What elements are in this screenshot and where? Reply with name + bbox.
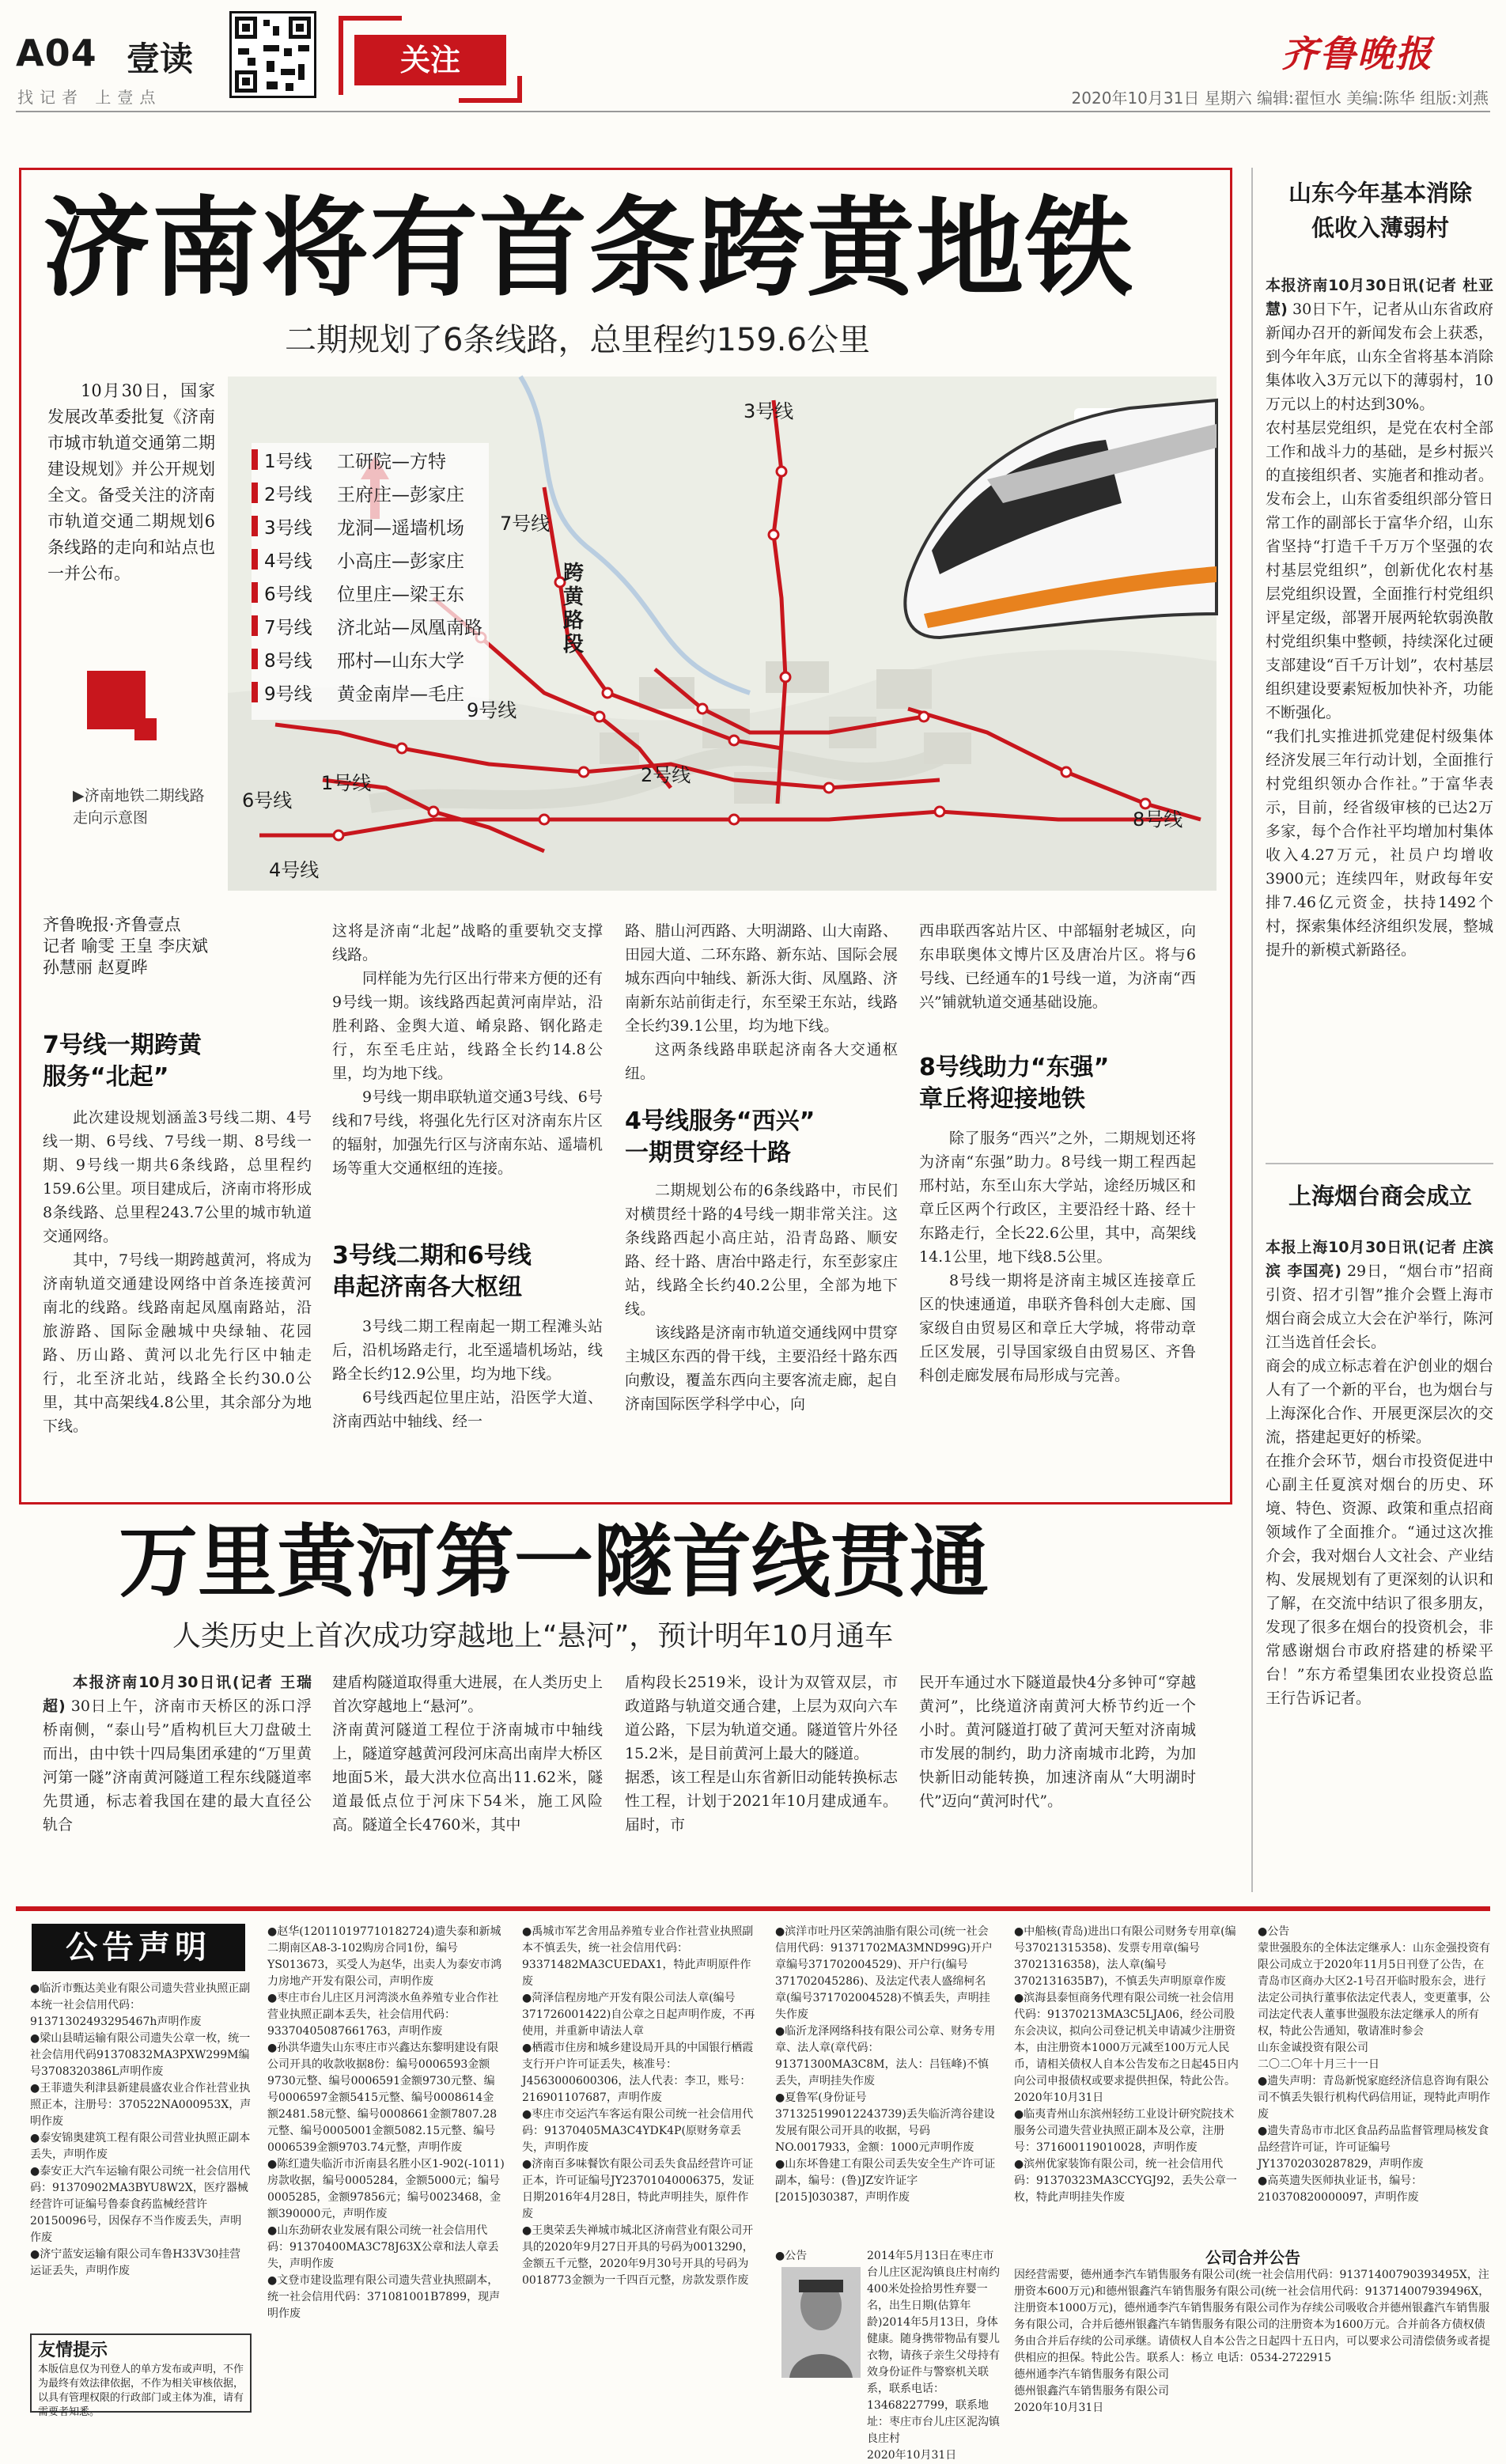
article1-lead [47,378,215,615]
col3-para1: 路、腊山河西路、大明湖路、山大南路、田园大道、二环东路、新东站、国际会展城东西向中轴线、新泺大街、凤凰路、济南新东站前街走行，东至梁王东站，线路全长约39.1公里，均为地下线。 [625,922,898,1035]
col3-para2: 这两条线路串联起济南各大交通枢纽。 [625,1041,898,1082]
legend-row [252,543,489,576]
col3-para4: 该线路是济南市轨道交通线网中贯穿主城区东西的骨干线，主要沿经十路东西向敷设，覆盖东西向主要客流走廊，起自济南国际医学科学中心，向 [625,1324,898,1413]
article1-col4-bottom [919,1126,1196,1493]
map-caption: ▶济南地铁二期线路走向示意图 [73,787,205,827]
side1-body [1266,274,1493,1160]
article2-col4 [919,1671,1196,1900]
legend-row [252,443,489,476]
legend-line: 1号线 [264,451,312,472]
side2-title: 上海烟台商会成立 [1288,1183,1472,1209]
friendly-tip-title: 友情提示 [38,2341,108,2360]
page-number: A04 [16,32,97,74]
col3-para3: 二期规划公布的6条线路中，市民们对横贯经十路的4号线一期非常关注。这条线路西起小高庄站，沿青岛路、顺安路、经十路、唐冶中路走行，东至彭家庄站，线路全长约40.2公里，全部为地下线。 [625,1182,898,1318]
red-corner-decoration [134,718,157,740]
col2-para2: 同样能为先行区出行带来方便的还有9号线一期。该线路西起黄河南岸站，沿胜利路、金舆大道、崤泉路、钢化路走行，东至毛庄站，线路全长约14.8公里，均为地下线。 [332,970,604,1082]
col1-para2: 其中，7号线一期跨越黄河，将成为济南轨道交通建设网络中首条连接黄河南北的线路。线路南起凤凰南路站，沿旅游路、国际金融城中央绿轴、花园路、历山路、黄河以北先行区中轴走行，北至济北站，线路全长约30.0公里，其中高架线4.8公里，其余部分为地下线。 [43,1251,312,1435]
header-rule [16,111,1490,112]
legend-line: 2号线 [264,484,312,505]
legend-line: 3号线 [264,517,312,539]
section-name: 壹读 [127,40,194,78]
legend-swatch [252,649,258,669]
legend-swatch [252,549,258,570]
merger-body: 因经营需要，德州通李汽车销售服务有限公司(统一社会信用代码：91371400790393495X，注册资本600万元)和德州银鑫汽车销售服务有限公司(统一社会信用代码：913714007939496X，注册资本1000万元)，德州通李汽车销售服务有限公司作为存续公司吸收合并德州银鑫汽车销售服务有限公司，合并后德州银鑫汽车销售服务有限公司的注册资本为1600万元。合并前各方债权债务由合并后存续的公司承继。请债权人自本公告之日起四十五日内，可以要求公司清偿债务或者提供相应的担保。特此公告。联系人：杨立 电话：0534-2722915 德州通李汽车销售服务有限公司 德州银鑫汽车销售服务有限公司 2020年10月31日 [1014,2269,1490,2414]
article1-byline: 齐鲁晚报·齐鲁壹点 记者 喻雯 王皇 李庆斌 孙慧丽 赵夏晔 [43,915,209,977]
legend-swatch [252,582,258,603]
legend-swatch [252,449,258,470]
article1-col3-bottom [625,1179,898,1493]
col4-para3: 8号线一期将是济南主城区连接章丘区的快速通道，串联齐鲁科创大走廊、国家级自由贸易区和章丘大学城，将带动章丘区发展，引导国家级自由贸易区、齐鲁科创走廊发展布局形成与完善。 [919,1272,1196,1384]
legend-row [252,509,489,543]
map-label-6: 6号线 [242,789,293,812]
article1-subtitle: 二期规划了6条线路，总里程约159.6公里 [285,322,870,358]
side1-text: 30日下午，记者从山东省政府新闻办召开的新闻发布会上获悉，到今年年底，山东全省将基本消除集体收入3万元以下的薄弱村，10万元以上的村达到30%。 农村基层党组织，是党在农村全部工作和战斗力的基础，是乡村振兴的直接组织者、实施者和推动者。发布会上，山东省委组织部分管日常工作的副部长于富华介绍，山东省坚持“打造千千万万个坚强的农村基层党组织”，创新优化农村基层党组织设置，全面推行村党组织评星定级，部署开展两轮软弱涣散村党组织集中整顿，持续深化过硬支部建设“百千万计划”，农村基层组织建设要素短板加快补齐，功能不断强化。 “我们扎实推进抓党建促村级集体经济发展三年行动计划，全面推行村党组织领办合作社。”于富华表示，目前，经省级审核的已达2万多家，每个合作社平均增加村集体收入4.27万元，社员户均增收3900元；连续四年，财政每年安排7.46亿元资金，扶持1492个村，探索集体经济组织发展，整城提升的新模式新路径。 [1266,301,1494,959]
legend-row [252,476,489,509]
map-label-7: 7号线 [500,513,551,535]
brand-logo: 齐鲁晚报 [1281,32,1433,75]
friendly-tip-box [30,2333,252,2418]
col1-para1: 此次建设规划涵盖3号线二期、4号线一期、6号线、7号线一期、8号线一期、9号线一期共6条线路，总里程约159.6公里。项目建成后，济南市将形成8条线路、总里程243.7公里的城市轨道交通网络。 [43,1109,312,1245]
article2-col1 [43,1671,312,1900]
legend-line: 4号线 [264,551,312,572]
article1-col1 [43,1106,312,1493]
page-header [0,0,1506,119]
section-tag: 关注 [399,43,460,78]
side1-byline: 本报济南10月30日讯(记者 杜亚慧) [1266,277,1493,318]
heading-line7: 7号线一期跨黄 服务“北起” [43,1031,202,1091]
legend-row [252,676,489,709]
child-photo [781,2267,861,2378]
notice-col1: ●临沂市甄达美业有限公司遗失营业执照正副本统一社会信用代码：91371302493295467h声明作废 ●梁山县晴运输有限公司遗失公章一枚，统一社会信用代码91370832MA3PXW299M编号3708320386L声明作废 ●王菲遗失利津县新建晨盛农业合作社营业执照正本，注册号：370522NA000953X，声明作废 ●泰安锦奥建筑工程有限公司营业执照正副本丢失，声明作废 ●泰安正大汽车运输有限公司统一社会信用代码：91370902MA3BYU8W2X，医疗器械经营许可证编号鲁泰食药监械经营许20150096号，因保存不当作废丢失，声明作废 ●济宁蓝安运输有限公司车鲁H33V30挂营运证丢失，声明作废 [30,1982,252,2277]
article2-title: 万里黄河第一隧首线贯通 [119,1516,989,1608]
side2-body [1266,1236,1493,1900]
heading-line4: 4号线服务“西兴” 一期贯穿经十路 [625,1107,815,1167]
side1-title: 山东今年基本消除 低收入薄弱村 [1288,180,1472,241]
col2-para4: 3号线二期工程南起一期工程滩头站后，沿机场路走行，北至遥墙机场站，线路全长约12.9公里，均为地下线。 [332,1318,604,1383]
map-legend [252,443,489,720]
map-label-3: 3号线 [744,400,794,422]
legend-route: 龙洞—遥墙机场 [337,517,464,539]
notice-heading: 公告声明 [66,1929,211,1966]
notice-col6: ●公告 蒙世强股东的全体法定继承人：山东金强投资有限公司成立于2020年11月5日刊登了公告，在青岛市区商办大区2-1号召开临时股东会，进行法定公司执行董事依法定代表人，变更董事，公司法定代表人董事世强股东法定继承人的所有权，特此公告通知，敬请准时参会 山东金诚投资有限公司 二〇二〇年十月三十一日 ●遗失声明：青岛新悦家庭经济信息咨询有限公司不慎丢失银行机构代码信用证，现特此声明作废 ●遗失青岛市市北区食品药品监督管理局核发食品经营许可证，许可证编号JY13702030287829，声明作废 ●高英遗失医师执业证书，编号：210370820000097，声明作废 [1258,1925,1490,2204]
legend-route: 邢村—山东大学 [337,650,464,672]
side2-text: 29日，“烟台市”招商引资、招才引智”推介会暨上海市烟台商会成立大会在沪举行，陈河江当选首任会长。 商会的成立标志着在沪创业的烟台人有了一个新的平台，也为烟台与上海深化合作、开展更深层次的交流，搭建起更好的桥梁。 在推介会环节，烟台市投资促进中心副主任夏滨对烟台的历史、环境、特色、资源、政策和重点招商领域作了全面推介。“通过这次推介会，我对烟台人文社会、产业结构、发展规划有了更深刻的认识和了解，在交流中结识了很多朋友，发现了很多在烟台的投资机会，非常感谢烟台市政府搭建的桥梁平台！”东方希望集团农业投资总监王行告诉记者。 [1266,1262,1493,1707]
legend-swatch [252,615,258,636]
map-label-1: 1号线 [321,772,372,794]
legend-route: 王府庄—彭家庄 [337,484,464,505]
article2-col3 [625,1671,898,1900]
legend-route: 位里庄—梁王东 [337,584,464,605]
sidebar-divider [1251,168,1253,1892]
col4-para1: 西串联西客站片区、中部辐射老城区，向东串联奥体文博片区及唐冶片区。将与6号线、已经通车的1号线一道，为济南“西兴”铺就轨道交通基础设施。 [919,922,1196,1011]
col2-para3: 9号线一期串联轨道交通3号线、6号线和7号线，将强化先行区对济南东片区的辐射，加强先行区与济南东站、遥墙机场等重大交通枢纽的连接。 [332,1088,604,1177]
article2-col1-text: 30日上午，济南市天桥区的泺口浮桥南侧，“泰山号”盾构机巨大刀盘破土而出，由中铁十四局集团承建的“万里黄河第一隧”济南黄河隧道工程东线隧道率先贯通，标志着我国在建的最大直径公轨合 [43,1698,312,1834]
legend-line: 7号线 [264,617,312,638]
legend-line: 9号线 [264,683,312,705]
legend-swatch [252,682,258,702]
legend-route: 工研院—方特 [337,451,446,472]
legend-row [252,642,489,676]
side-divider [1266,1163,1493,1164]
legend-row [252,576,489,609]
map-label-9: 9号线 [467,699,517,721]
legend-swatch [252,483,258,503]
notice-col5: ●中船核(青岛)进出口有限公司财务专用章(编号37021315358)、发票专用章(编号37021316358)，法人章(编号3702131635B7)，不慎丢失声明原章作废 ●滨海县泰恒商务代理有限公司统一社会信用代码：91370213MA3C5LJA06，经公司股东会决议，拟向公司登记机关申请减少注册资本，由注册资本1000万元减至100万元人民币，请相关债权人自本公告发布之日起45日内向公司申报债权或要求提供担保，特此公告。2020年10月31日 ●临夷青州山东滨州轻纺工业设计研究院技术服务公司遗失营业执照正副本及公章，注册号：371600119010028，声明作废 ●滨州优家装饰有限公司，统一社会信用代码：91370323MA3CCYGJ92，丢失公章一枚，特此声明挂失作废 [1014,1925,1239,2204]
cross-river-label: 跨黄路段 [563,562,585,657]
legend-route: 济北站—凤凰南路 [337,617,482,638]
map-label-8: 8号线 [1133,808,1183,831]
col2-para5: 6号线西起位里庄站，沿医学大道、济南西站中轴线、经一 [332,1389,603,1430]
heading-line8: 8号线助力“东强” 章丘将迎接地铁 [919,1054,1110,1113]
map-label-2: 2号线 [641,764,691,786]
lead-text: 10月30日，国家发展改革委批复《济南市城市轨道交通第二期建设规划》并公开规划全文。备受关注的济南市轨道交通二期规划6条线路的走向和站点也一并公布。 [47,381,215,583]
article1-col2-bottom [332,1315,603,1493]
tag-bracket-right [459,76,522,103]
article2-subtitle: 人类历史上首次成功穿越地上“悬河”，预计明年10月通车 [172,1620,894,1652]
merger-title: 公司合并公告 [1205,2248,1300,2267]
slogan: 找记者 上壹点 [17,88,162,107]
notice-col4: ●滨洋市吐丹区荣鸽油脂有限公司(统一社会信用代码：91371702MA3MND99G)开户章编号371702004529)、开户行(编号371702045286)、及法定代表人盛绵柯名章(编号371702004528)不慎丢失，声明挂失作废 ●临沂龙泽网络科技有限公司公章、财务专用章、法人章(章代码：91371300MA3C8M，法人：吕钰峰)不慎丢失，声明挂失作废 ●夏鲁军(身份证号371325199012243739)丢失临沂湾谷建设发展有限公司开具的收据，号码NO.0017933，金额：1000元声明作废 ●山东坏鲁建工有限公司丢失安全生产许可证副本，编号：(鲁)JZ安许证字[2015]030387，声明作废 [775,1925,996,2204]
article1-col4-top [919,919,1196,1039]
missing-child-notice: 2014年5月13日在枣庄市台儿庄区泥沟镇良庄村南约400米处捡拾男性弃婴一名，出生日期(估算年龄)2014年5月13日，身体健康。随身携带物品有婴儿衣物，请孩子亲生父母持有效身份证件与警察机关联系，联系电话：13468227799，联系地址：枣庄市台儿庄区泥沟镇良庄村 2020年10月31日 [867,2250,1000,2462]
article2-byline: 本报济南10月30日讯(记者 王瑞超) [43,1674,312,1715]
article2-col2 [332,1671,603,1900]
side2-byline: 本报上海10月30日讯(记者 庄滨滨 李国亮) [1266,1239,1493,1280]
legend-line: 8号线 [264,650,312,672]
col4-para2: 除了服务“西兴”之外，二期规划还将为济南“东强”助力。8号线一期工程西起邢村站，东至山东大学站，途经历城区和章丘区两个行政区，主要沿经十路、经十东路走行，全长22.6公里，其中，高架线14.1公里，地下线8.5公里。 [919,1130,1196,1266]
notice-col2: ●赵华(120110197710182724)遗失泰和新城二期南区A8-3-102购房合同1份，编号YS013673，买受人为赵华，出卖人为泰安市鸿力房地产开发有限公司，声明作废 ●枣庄市台儿庄区月河湾淡水鱼养殖专业合作社营业执照正副本丢失，社会信用代码：93370405087661763，声明作废 ●孙洪华遗失山东枣庄市兴鑫达东黎明建设有限公司开具的收款收据8份：编号0006593金额9730元整、编号0006591金额9730元整、编号0006597金额5415元整、编号0008614金额2481.58元整、编号0008661金额7807.28元整、编号0005001金额5082.15元整、编号0006539金额9703.74元整，声明作废 ●陈红遗失临沂市沂南县名胜小区1-902(-1011)房款收据，编号0005284，金额5000元；编号0005285，金额97856元；编号0023468，金额390000元，声明作废 ●山东劲研农业发展有限公司统一社会信用代码：91370400MA3C78J63X公章和法人章丢失，声明作废 ●文登市建设监理有限公司遗失营业执照副本，统一社会信用代码：371081001B7899，现声明作废 [267,1925,505,2320]
missing-label: ●公告 [775,2250,808,2262]
article2-col3-text: 盾构段长2519米，设计为双管双层，市政道路与轨道交通合建，上层为双向六车道公路，下层为轨道交通。隧道管片外径15.2米，是目前黄河上最大的隧道。 据悉，该工程是山东省新旧动能转换标志性工程，计划于2021年10月建成通车。届时，市 [625,1674,898,1834]
date-line: 2020年10月31日 星期六 编辑:翟恒水 美编:陈华 组版:刘燕 [1071,89,1489,108]
article1-col3-top [625,919,898,1085]
legend-row [252,609,489,642]
notice-col3: ●禹城市军艺舍用品养殖专业合作社营业执照副本不慎丢失，统一社会信用代码：93371482MA3CUEDAX1，特此声明原件作废 ●菏泽信程房地产开发有限公司法人章(编号371726001422)自公章之日起声明作废，不再使用，并重新申请法人章 ●栖霞市住房和城乡建设局开具的中国银行栖霞支行开户许可证丢失，核准号：J4563000600306，法人代表：李卫，账号：216901107687，声明作废 ●枣庄市交运汽车客运有限公司统一社会信用代码：91370405MA3C4YDK4P(原财务章丢失，声明作废 ●济南百多味餐饮有限公司丢失食品经营许可证正本，许可证编号JY23701040006375，发证日期2016年4月28日，特此声明挂失，原件作废 ●王奥荣丢失禅城市城北区济南营业有限公司开具的2020年9月27日开具的号码为0013290，金额五千元整，2020年9月30号开具的号码为0018773金额为一千四百元整，房款发票作废 [522,1925,755,2287]
article2-col2-text: 建盾构隧道取得重大进展，在人类历史上首次穿越地上“悬河”。 济南黄河隧道工程位于济南城市中轴线上，隧道穿越黄河段河床高出南岸大桥区地面5米，最大洪水位高出11.62米，隧道最低点位于河床下54米，施工风险高。隧道全长4760米，其中 [332,1674,604,1834]
article1-title: 济南将有首条跨黄地铁 [43,187,1134,312]
article1-col2-top [332,919,603,1236]
legend-swatch [252,516,258,536]
legend-line: 6号线 [264,584,312,605]
legend-route: 小高庄—彭家庄 [337,551,464,572]
qr-code-icon [229,11,316,98]
map-label-4: 4号线 [269,859,320,881]
friendly-tip-body: 本版信息仅为刊登人的单方发布或声明，不作为最终有效法律依据，不作为相关审核依据，以具有管理权限的行政部门或主体为准，请有需要者知悉。 [38,2364,244,2418]
notice-top-rule [16,1906,1490,1911]
article2-col4-text: 民开车通过水下隧道最快4分多钟可“穿越黄河”，比绕道济南黄河大桥节约近一个小时。黄河隧道打破了黄河天堑对济南城市发展的制约，助力济南城市北跨，为加快新旧动能转换，加速济南从“大明湖时代”迈向“黄河时代”。 [919,1674,1196,1810]
legend-route: 黄金南岸—毛庄 [337,683,464,705]
heading-line3-6: 3号线二期和6号线 串起济南各大枢纽 [332,1242,532,1301]
col2-para1: 这将是济南“北起”战略的重要轨交支撑线路。 [332,922,603,963]
